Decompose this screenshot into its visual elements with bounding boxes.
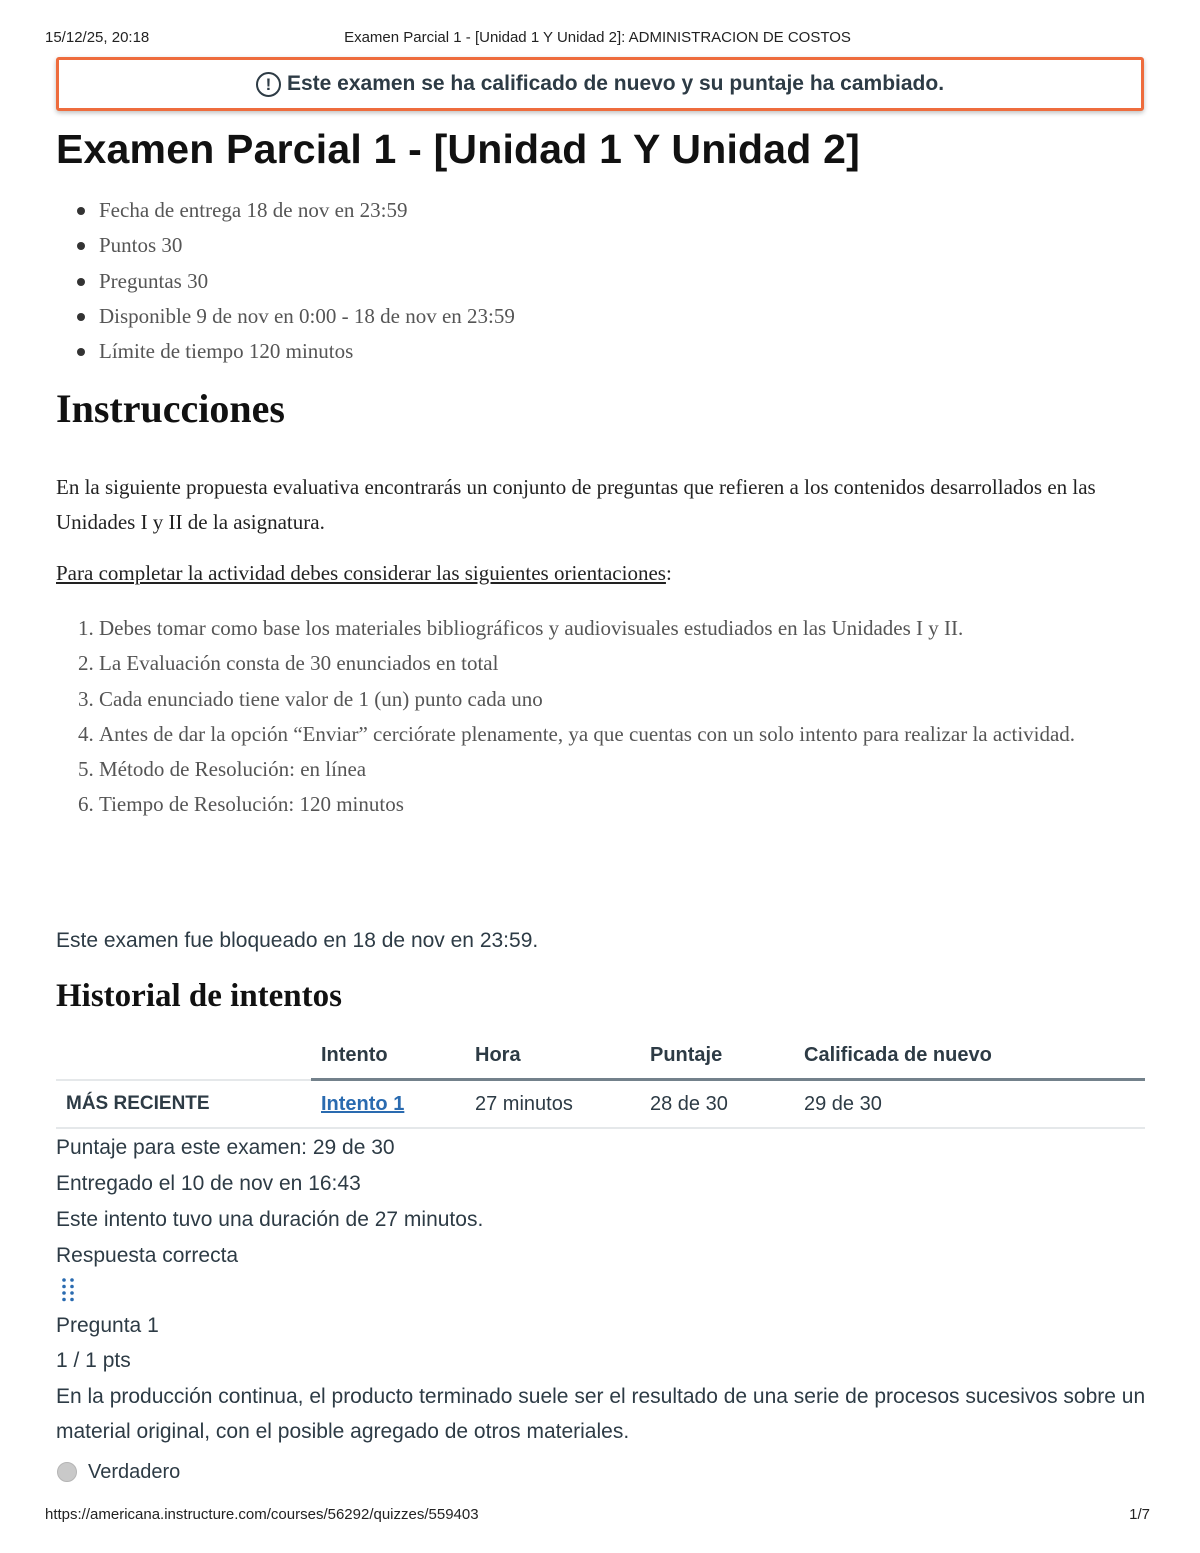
table-header-row <box>56 1032 1145 1080</box>
detail-questions: Preguntas 30 <box>56 267 515 302</box>
drag-handle-icon[interactable] <box>60 1276 76 1304</box>
instruction-steps <box>56 611 1174 823</box>
locked-notice: Este examen fue bloqueado en 18 de nov en 23:59. <box>56 929 539 952</box>
quiz-details-list <box>56 196 515 372</box>
column-header-blank <box>56 1032 311 1080</box>
page-title: Examen Parcial 1 - [Unidad 1 Y Unidad 2] <box>56 126 860 172</box>
score-cell: 28 de 30 <box>640 1080 794 1129</box>
instruction-step: 6. Tiempo de Resolución: 120 minutos <box>99 787 1174 822</box>
column-header-attempt: Intento <box>311 1032 465 1080</box>
attempt-score: Puntaje para este examen: 29 de 30 <box>56 1136 395 1159</box>
print-header <box>45 29 1150 49</box>
table-row <box>56 1080 1145 1129</box>
detail-due-date: Fecha de entrega 18 de nov en 23:59 <box>56 196 515 231</box>
instruction-step: 5. Método de Resolución: en línea <box>99 752 1174 787</box>
column-header-time: Hora <box>465 1032 640 1080</box>
print-page-number: 1/7 <box>1129 1506 1150 1523</box>
answer-label: Verdadero <box>88 1460 181 1483</box>
print-datetime: 15/12/25, 20:18 <box>45 29 150 46</box>
attempt-cell <box>311 1080 465 1129</box>
column-header-score: Puntaje <box>640 1032 794 1080</box>
question-points: 1 / 1 pts <box>56 1349 131 1373</box>
instructions-intro: En la siguiente propuesta evaluativa encontrarás un conjunto de preguntas que refieren a los contenidos desarrollados en las Unidades I y II de la asignatura. <box>56 475 1096 534</box>
correct-answer-label: Respuesta correcta <box>56 1244 239 1267</box>
regraded-score-cell: 29 de 30 <box>794 1080 1145 1129</box>
attempt-history-table <box>56 1032 1145 1129</box>
instructions-heading: Instrucciones <box>56 386 285 431</box>
history-heading: Historial de intentos <box>56 978 342 1014</box>
attempt-duration: Este intento tuvo una duración de 27 minutos. <box>56 1208 484 1231</box>
print-url: https://americana.instructure.com/courses/56292/quizzes/559403 <box>45 1506 479 1523</box>
regrade-alert <box>56 57 1144 111</box>
print-footer <box>45 1506 1150 1526</box>
detail-points: Puntos 30 <box>56 231 515 266</box>
attempt-submitted: Entregado el 10 de nov en 16:43 <box>56 1172 361 1195</box>
exclamation-circle-icon: ! <box>256 72 281 97</box>
column-header-regraded: Calificada de nuevo <box>794 1032 1145 1080</box>
attempt-summary <box>56 1130 483 1274</box>
instruction-step: 3. Cada enunciado tiene valor de 1 (un) punto cada uno <box>99 682 1174 717</box>
orientation-label <box>56 558 672 588</box>
time-cell: 27 minutos <box>465 1080 640 1129</box>
instruction-step: 4. Antes de dar la opción “Enviar” cerciórate plenamente, ya que cuentas con un solo intento para realizar la actividad. <box>99 717 1174 752</box>
alert-text: Este examen se ha calificado de nuevo y su puntaje ha cambiado. <box>286 72 945 95</box>
instruction-step: 1. Debes tomar como base los materiales bibliográficos y audiovisuales estudiados en las Unidades I y II. <box>99 611 1174 646</box>
orientation-label-text: Para completar la actividad debes considerar las siguientes orientaciones <box>56 561 666 585</box>
answer-option[interactable] <box>56 1457 180 1487</box>
attempt-link[interactable]: Intento 1 <box>321 1092 405 1115</box>
orientation-label-suffix: : <box>665 561 672 585</box>
instruction-step: 2. La Evaluación consta de 30 enunciados en total <box>99 646 1174 681</box>
question-text: En la producción continua, el producto terminado suele ser el resultado de una serie de procesos sucesivos sobre un material original, con el posible agregado de otros materiales. <box>56 1384 1146 1443</box>
question-label: Pregunta 1 <box>56 1314 159 1337</box>
detail-available: Disponible 9 de nov en 0:00 - 18 de nov en 23:59 <box>56 302 515 337</box>
detail-time-limit: Límite de tiempo 120 minutos <box>56 337 515 372</box>
radio-button[interactable] <box>57 1462 77 1482</box>
print-document-title: Examen Parcial 1 - [Unidad 1 Y Unidad 2]: ADMINISTRACION DE COSTOS <box>344 29 851 46</box>
question-block <box>56 1308 1146 1449</box>
most-recent-label: MÁS RECIENTE <box>56 1080 311 1129</box>
